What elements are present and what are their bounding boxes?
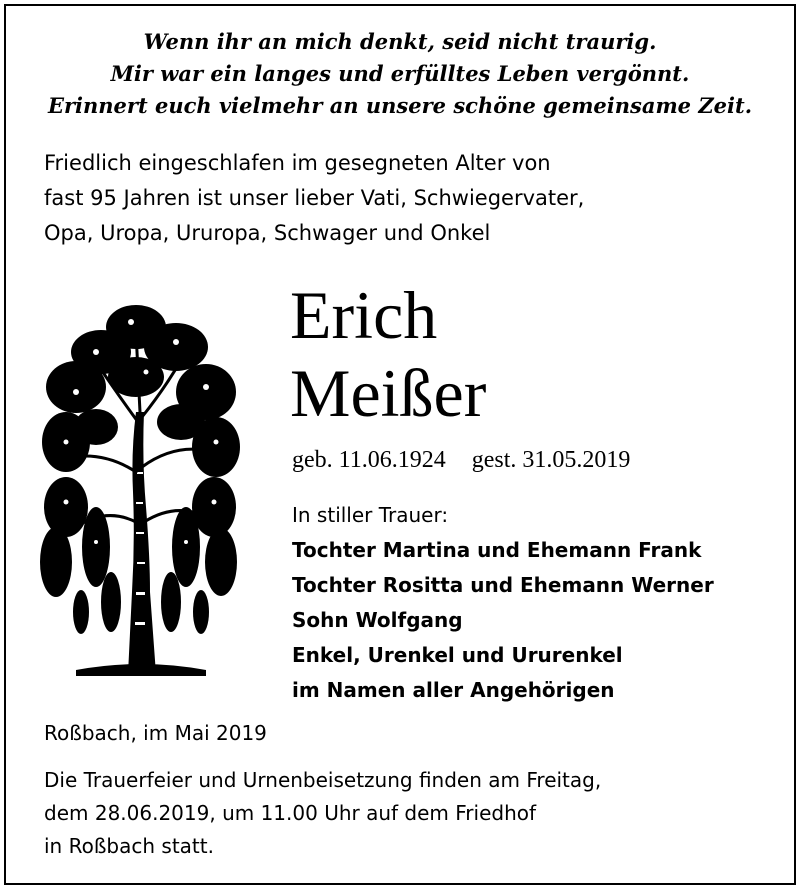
intro-line: Opa, Uropa, Ururopa, Schwager und Onkel [44,221,491,245]
last-name: Meißer [290,355,487,431]
mourner-line: Tochter Rositta und Ehemann Werner [292,573,714,597]
life-dates [292,444,630,476]
verse-line: Mir war ein langes und erfülltes Leben vergönnt. [110,61,690,86]
intro-text [44,146,584,251]
deceased-name [290,276,486,432]
verse-line: Wenn ihr an mich denkt, seid nicht traurig. [143,29,657,54]
first-name: Erich [290,277,438,353]
service-line: in Roßbach statt. [44,834,214,858]
mourners-lead: In stiller Trauer: [292,503,449,527]
mourner-line: Enkel, Urenkel und Ururenkel [292,643,623,667]
intro-line: fast 95 Jahren ist unser lieber Vati, Schwiegervater, [44,186,585,210]
place-date: Roßbach, im Mai 2019 [44,721,267,745]
service-line: dem 28.06.2019, um 11.00 Uhr auf dem Friedhof [44,801,537,825]
service-info [44,764,601,863]
intro-line: Friedlich eingeschlafen im gesegneten Alter von [44,151,551,175]
mourners-block [292,498,714,708]
mourner-line: im Namen aller Angehörigen [292,678,615,702]
death-date: gest. 31.05.2019 [471,447,631,473]
verse-line: Erinnert euch vielmehr an unsere schöne gemeinsame Zeit. [47,93,753,118]
memorial-verse [0,26,800,122]
mourner-line: Tochter Martina und Ehemann Frank [292,538,702,562]
birth-date: geb. 11.06.1924 [292,447,446,473]
birch-tree-icon [36,292,246,682]
mourner-line: Sohn Wolfgang [292,608,463,632]
service-line: Die Trauerfeier und Urnenbeisetzung finden am Freitag, [44,768,602,792]
